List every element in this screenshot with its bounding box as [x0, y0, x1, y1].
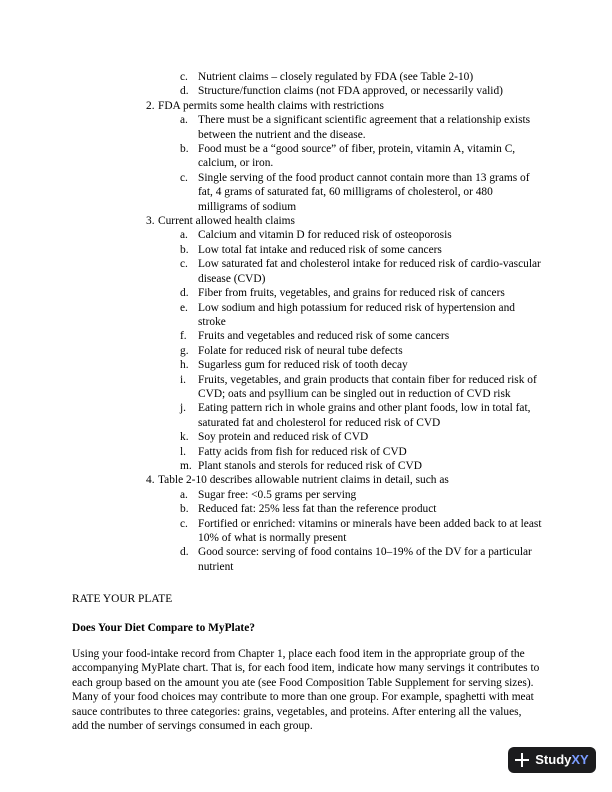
list-item: a. Calcium and vitamin D for reduced risk of osteoporosis	[180, 229, 452, 242]
section-subheading: Does Your Diet Compare to MyPlate?	[72, 621, 255, 634]
brand-main: Study	[535, 751, 572, 767]
list-item: l. Fatty acids from fish for reduced risk of CVD	[180, 445, 407, 458]
list-item: d. Fiber from fruits, vegetables, and grains for reduced risk of cancers	[180, 287, 505, 300]
section-3	[0, 214, 612, 473]
list-item: j. Eating pattern rich in whole grains and other plant foods, low in total fat, saturated fat and cholesterol for reduced risk of CVD	[180, 402, 531, 429]
section-2	[0, 99, 612, 214]
list-item: c. Fortified or enriched: vitamins or minerals have been added back to at least 10% of what is normally present	[180, 517, 542, 544]
section-4	[0, 473, 612, 574]
list-item: b. Food must be a “good source” of fiber, protein, vitamin A, vitamin C, calcium, or iron.	[180, 143, 516, 170]
rate-your-plate-heading: RATE YOUR PLATE	[72, 593, 173, 606]
list-item: g. Folate for reduced risk of neural tube defects	[180, 344, 403, 357]
studyxy-badge[interactable]	[508, 747, 596, 773]
instruction-paragraph: Using your food-intake record from Chapter 1, place each food item in the appropriate group of the accompanying MyPlate chart. That is, for each food item, indicate how many servings it contributes to each group based on the amount you ate (see Food Composition Table Supplement for serving sizes). Many of your food choices may contribute to more than one group. For example, spaghetti with meat sauce contributes to three categories: grains, vegetables, and proteins. After entering all the values, add the number of servings consumed in each group.	[72, 648, 540, 733]
plus-icon	[515, 753, 529, 767]
section-title: 3. Current allowed health claims	[146, 215, 295, 228]
list-item: k. Soy protein and reduced risk of CVD	[180, 431, 369, 444]
list-item: i. Fruits, vegetables, and grain products that contain fiber for reduced risk of CVD; oats and psyllium can be singled out in reduction of CVD risk	[180, 373, 537, 400]
list-item: m. Plant stanols and sterols for reduced risk of CVD	[180, 459, 422, 472]
section-title: 2. FDA permits some health claims with restrictions	[146, 99, 384, 112]
list-item: d. Good source: serving of food contains 10–19% of the DV for a particular nutrient	[180, 546, 532, 573]
list-item: c. Low saturated fat and cholesterol intake for reduced risk of cardio-vascular disease (CVD)	[180, 258, 541, 285]
list-item: c. Nutrient claims – closely regulated by FDA (see Table 2-10)	[180, 71, 474, 83]
list-item: a. Sugar free: <0.5 grams per serving	[180, 488, 357, 501]
list-item: a. There must be a significant scientific agreement that a relationship exists between the nutrient and the disease.	[180, 114, 531, 141]
pre-items-list	[0, 70, 612, 99]
list-item: e. Low sodium and high potassium for reduced risk of hypertension and stroke	[180, 301, 515, 328]
list-item: c. Single serving of the food product cannot contain more than 13 grams of fat, 4 grams of saturated fat, 60 milligrams of cholesterol, or 480 milligrams of sodium	[180, 171, 530, 213]
list-item: h. Sugarless gum for reduced risk of tooth decay	[180, 359, 408, 372]
list-item: b. Reduced fat: 25% less fat than the reference product	[180, 503, 437, 516]
list-item: d. Structure/function claims (not FDA approved, or necessarily valid)	[180, 85, 503, 98]
list-item: f. Fruits and vegetables and reduced risk of some cancers	[180, 330, 450, 343]
list-item: b. Low total fat intake and reduced risk of some cancers	[180, 243, 442, 256]
section-title: 4. Table 2-10 describes allowable nutrient claims in detail, such as	[146, 474, 449, 487]
brand-accent: XY	[571, 751, 589, 767]
